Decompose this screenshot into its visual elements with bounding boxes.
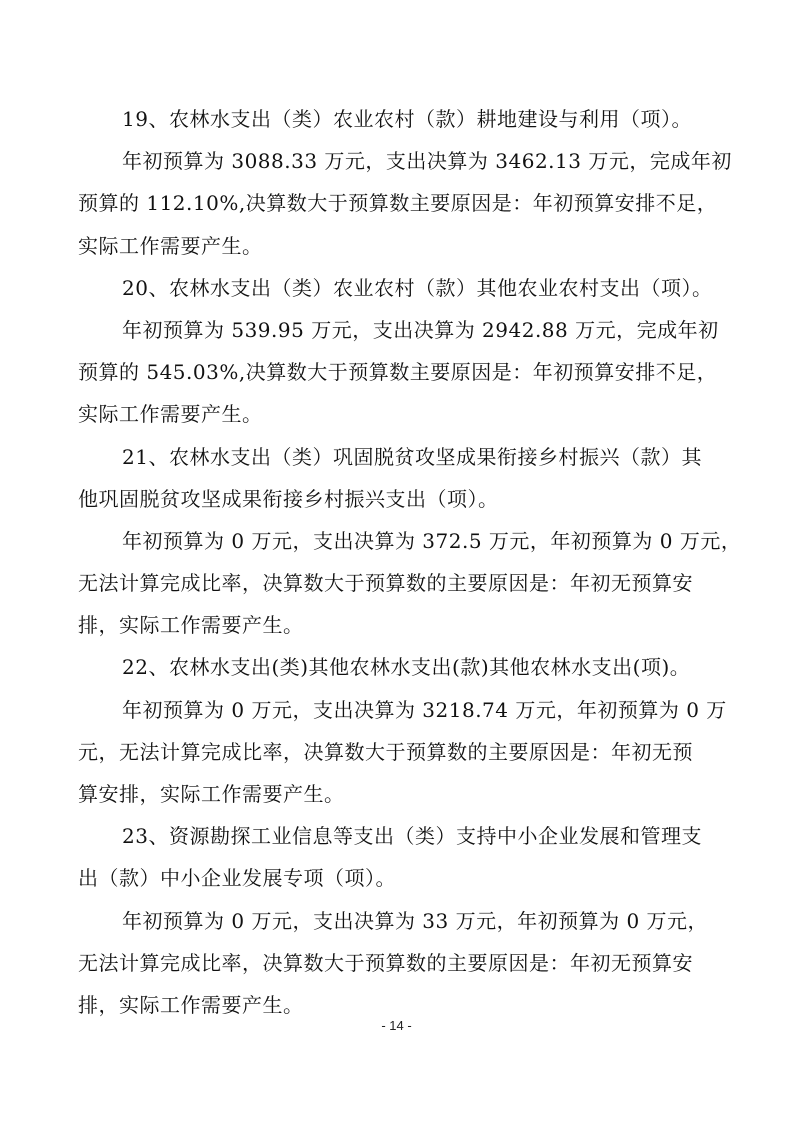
document-body <box>78 98 742 1026</box>
text-line: 元，无法计算完成比率，决算数大于预算数的主要原因是：年初无预 <box>78 739 693 764</box>
heading-item-21 <box>78 436 718 520</box>
text-line: 22、农林水支出(类)其他农林水支出(款)其他农林水支出(项)。 <box>122 655 691 680</box>
body-paragraph-22 <box>78 689 727 816</box>
text-line: 21、农林水支出（类）巩固脱贫攻坚成果衔接乡村振兴（款）其 <box>122 444 702 469</box>
text-line: 出（款）中小企业发展专项（项）。 <box>78 866 396 891</box>
text-line: 实际工作需要产生。 <box>78 402 263 427</box>
text-line: 年初预算为 3088.33 万元，支出决算为 3462.13 万元，完成年初 <box>122 149 732 174</box>
body-paragraph-21 <box>78 520 742 647</box>
text-line: 排，实际工作需要产生。 <box>78 992 304 1017</box>
heading-item-22 <box>78 646 718 688</box>
text-line: 预算的 112.10%,决算数大于预算数主要原因是：年初预算安排不足， <box>78 191 718 216</box>
text-line: 年初预算为 0 万元，支出决算为 372.5 万元，年初预算为 0 万元， <box>122 528 742 553</box>
body-paragraph-19 <box>78 140 732 267</box>
body-paragraph-20 <box>78 309 718 436</box>
text-line: 算安排，实际工作需要产生。 <box>78 782 345 806</box>
text-line: 实际工作需要产生。 <box>78 233 263 258</box>
text-line: 预算的 545.03%,决算数大于预算数主要原因是：年初预算安排不足， <box>78 360 718 385</box>
text-line: 无法计算完成比率，决算数大于预算数的主要原因是：年初无预算安 <box>78 950 693 975</box>
text-line: 排，实际工作需要产生。 <box>78 613 304 638</box>
text-line: 年初预算为 0 万元，支出决算为 33 万元，年初预算为 0 万元， <box>122 908 709 933</box>
text-line: 他巩固脱贫攻坚成果衔接乡村振兴支出（项）。 <box>78 486 499 511</box>
text-line: 20、农林水支出（类）农业农村（款）其他农业农村支出（项）。 <box>122 275 713 300</box>
text-line: 23、资源勘探工业信息等支出（类）支持中小企业发展和管理支 <box>122 824 702 849</box>
text-line: 无法计算完成比率，决算数大于预算数的主要原因是：年初无预算安 <box>78 571 693 596</box>
heading-item-19 <box>78 98 718 140</box>
text-line: 年初预算为 539.95 万元，支出决算为 2942.88 万元，完成年初 <box>122 317 719 342</box>
heading-item-20 <box>78 267 718 309</box>
heading-item-23 <box>78 815 718 899</box>
text-line: 19、农林水支出（类）农业农村（款）耕地建设与利用（项）。 <box>122 107 692 131</box>
body-paragraph-23 <box>78 900 718 1027</box>
page-number: - 14 - <box>381 1018 412 1033</box>
text-line: 年初预算为 0 万元，支出决算为 3218.74 万元，年初预算为 0 万 <box>122 697 727 722</box>
